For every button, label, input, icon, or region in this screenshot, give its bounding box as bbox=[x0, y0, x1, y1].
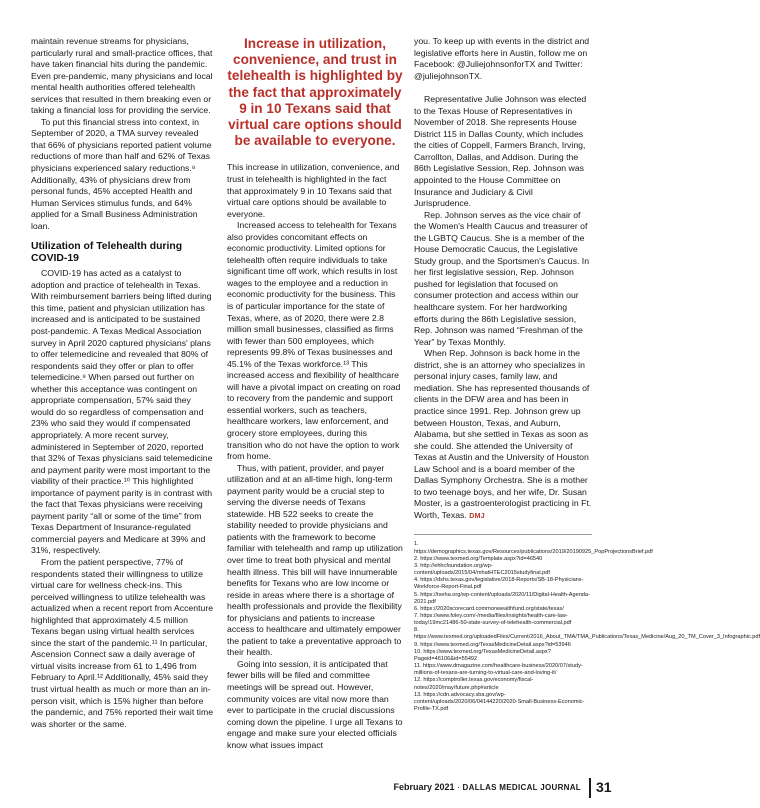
bio-paragraph: Rep. Johnson serves as the vice chair of the Women's Health Caucus and treasurer of the LGBTQ Caucus. She is a member of the House Democratic Caucus, the Legislative Study group, and the Sportsmen's Caucus. In her first legislative session, Rep. Johnson pushed for legislation that focused on consumer protection and access within our healthcare system. For her hardworking efforts during the 86th Legislative session, Rep. Johnson was named “Freshman of the Year” by Texas Monthly. bbox=[414, 209, 590, 347]
footnote: 8. https://www.texmed.org/uploadedFiles/Current/2016_About_TMA/TMA_Publications/Texas_Medicine/Aug_20_TM_Cover_3_Infographic.pdf bbox=[414, 627, 760, 641]
page-number: 31 bbox=[596, 779, 612, 795]
footnote: 10. https://www.texmed.org/TexasMedicineDetail.aspx?Pageid=46106&id=55492 bbox=[414, 648, 551, 662]
footnote: 12. https://comptroller.texas.gov/economy/fiscal-notes/2020/may/future.php#article bbox=[414, 677, 534, 691]
column-1 bbox=[31, 36, 214, 730]
body-paragraph: you. To keep up with events in the district and legislative efforts here in Austin, follow me on Facebook: @JuliejohnsonforTX and Twitter: @juliejohnsonTX. bbox=[414, 36, 590, 81]
footnote: 11. https://www.dmagazine.com/healthcare-business/2020/07/study-millions-of-texans-are-turning-to-virtual-care-and-loving-it/ bbox=[414, 663, 583, 677]
footnote: 7. https://www.foley.com/-/media/files/insights/health-care-law-today/19mc21486-50-state-survey-of-telehealth-commercial.pdf bbox=[414, 612, 572, 627]
body-paragraph: Going into session, it is anticipated that fewer bills will be filed and committee meetings will be spread out. However, community voices are vital now more than ever to participate in the crucial discussions coming down the pipeline. I urge all Texans to engage and make sure your elected officials know what issues impact bbox=[227, 658, 403, 750]
body-paragraph: To put this financial stress into context, in September of 2020, a TMA survey revealed that 66% of physicians reported patient volume reductions of more than half and 62% of Texas physicians experienced salary reductions.⁸ Additionally, 43% of physicians drew from personal funds, 45% accepted Health and Human Services stimulus funds, and 64% applied for a Small Business Administration loan. bbox=[31, 116, 212, 231]
body-paragraph: maintain revenue streams for physicians, particularly rural and small-practice offices, that have taken financial hits during the pandemic. Even pre-pandemic, many physicians and local mental health authorities offered telehealth services that resulted in them breaking even or taking a financial loss for providing the service. bbox=[31, 36, 213, 116]
body-paragraph: COVID-19 has acted as a catalyst to adoption and practice of telehealth in Texas. With reimbursement barriers being lifted during this time, patient and physician utilization has increased and is anticipated to be sustained post-pandemic. A Texas Medical Association survey in April 2020 captured physicians' plans to offer telemedicine and revealed that 80% of respondents said they offer or plan to offer telemedicine.⁹ When parsed out further on whether this acceptance was contingent on appropriate compensation, 57% said they would do so regardless of compensation and 23% who said they would if compensated appropriately. A more recent survey, administered in September of 2020, reported that 32% of Texas physicians said telemedicine and payment parity were most important to the viability of their practice.¹⁰ This highlighted importance of payment parity is in contrast with the fact that Texas physicians were receiving payment parity “all or some of the time” from Texas Department of Insurance-regulated commercial payers and Medicare at 39% and 31%, respectively. bbox=[31, 268, 213, 556]
footnote: 5. https://txeha.org/wp-content/uploads/2020/11/Digital-Health-Agenda-2021.pdf bbox=[414, 591, 590, 605]
footer-label bbox=[394, 782, 582, 792]
footnote: 6. https://2020scorecard.commonwealthfund.org/state/texas/ bbox=[414, 605, 564, 612]
footnote: 2. https://www.texmed.org/Template.aspx?id=46540 bbox=[414, 555, 543, 562]
bio-paragraph bbox=[414, 348, 592, 522]
body-paragraph: Thus, with patient, provider, and payer utilization and at an all-time high, long-term payment parity would be a crucial step to serving the diverse needs of Texans statewide. HB 522 seeks to create the stability needed to provide physicians and patients with the framework to become familiar with telehealth and ramp up utilization over time to treat both physical and mental health illness. This bill will have innumerable benefits for Texans who are low income or reside in areas where there is a shortage of health professionals and provide the flexibility for physicians and patients to increase access to healthcare and ultimately empower the patient to take a preventative approach to their health. bbox=[227, 462, 403, 658]
footer-journal-name: DALLAS MEDICAL JOURNAL bbox=[462, 783, 581, 792]
bio-paragraph: Representative Julie Johnson was elected to the Texas House of Representatives in November of 2018. She represents House District 115 in Dallas County, which includes the cities of Coppell, Farmers Branch, Irving, Carrollton, Dallas, and Addison. During the 86th Legislative Session, Rep. Johnson was appointed to the House Committee on Insurance and Judiciary & Civil Jurisprudence. bbox=[414, 94, 587, 209]
section-heading: Utilization of Telehealth during COVID-19 bbox=[31, 241, 183, 265]
end-signature: DMJ bbox=[469, 512, 485, 520]
footnote: 4. https://dshs.texas.gov/legislative/2018-Reports/SB-18-Physicians-Workforce-Report-Final.pdf bbox=[414, 577, 584, 591]
footnotes bbox=[414, 534, 760, 713]
footer-date: February 2021 bbox=[393, 782, 455, 792]
column-2 bbox=[227, 36, 403, 751]
footnote: 1. https://demographics.texas.gov/Resources/publications/2019/20190925_PopProjectionsBrief.pdf bbox=[414, 541, 653, 555]
body-paragraph: This increase in utilization, convenience, and trust in telehealth is highlighted in the fact that approximately 9 in 10 Texans said that virtual care options should be available to everyone. bbox=[227, 162, 400, 219]
footnote: 3. http://ehhcfoundation.org/wp-content/uploads/2015/04/mhatHTEC2015studyfinal.pdf bbox=[414, 562, 550, 577]
footnote: 9. https://www.texmed.org/TexasMedicineDetail.aspx?id=53946 bbox=[414, 641, 571, 648]
footer-separator: · bbox=[454, 782, 463, 792]
body-paragraph: Increased access to telehealth for Texans also provides concomitant effects on economic productivity. Limited options for telehealth often require individuals to take significant time off work, which results in lost wages to the employee and a reduction in economic productivity for the business. This is of particular importance for the state of Texas, where, as of 2020, there were 2.8 million small businesses, classified as firms with fewer than 500 employees, which represents 99.8% of Texas businesses and 45.1% of the Texas workforce.¹³ This increased access and flexibility of healthcare will have a pivotal impact on creating on road to recovery from the pandemic and support essential workers, such as teachers, healthcare workers, law enforcement, and grocery store employees, during this transition who do not have the option to work from home. bbox=[227, 220, 401, 462]
bio-text: When Rep. Johnson is back home in the district, she is an attorney who specializes in personal injury cases, family law, and mediation. She has represented thousands of clients in the DFW area and has been in practice since 1991. Rep. Johnson grew up between Houston, Texas, and Auburn, Alabama, but she settled in Texas as soon as she could. She attended the University of Texas at Austin and the University of Houston Law School and is a board member of the Dallas Symphony Orchestra. She is a mother to two teenage boys, and her wife, Dr. Susan Moster, is a gastroenterologist practicing in Ft. Worth, Texas. bbox=[414, 348, 592, 520]
body-paragraph: From the patient perspective, 77% of respondents stated their willingness to utilize virtual care for wellness check-ins. This perceived willingness to utilize telehealth was actualized when a recent report from Accenture highlighted that approximately 4.5 million Texans began using virtual health services since the start of the pandemic.¹¹ In particular, Ascension Connect saw a daily average of virtual visits increase from 61 to 1,496 from February to April.¹² Additionally, 45% said they trust virtual health as much or more than an in-person visit, which is 15% higher than before the pandemic, and 75% reported their wait time was shorter or the same. bbox=[31, 556, 214, 729]
footer-divider bbox=[589, 778, 591, 798]
column-3 bbox=[414, 36, 760, 713]
footnote: 13. https://cdn.advocacy.sba.gov/wp-content/uploads/2020/06/04144220/2020-Small-Business-Economic-Profile-TX.pdf bbox=[414, 691, 585, 713]
pull-quote: Increase in utilization, convenience, and trust in telehealth is highlighted by the fact that approximately 9 in 10 Texans said that virtual care options should be available to everyone. bbox=[227, 36, 403, 149]
page-footer bbox=[0, 778, 625, 798]
